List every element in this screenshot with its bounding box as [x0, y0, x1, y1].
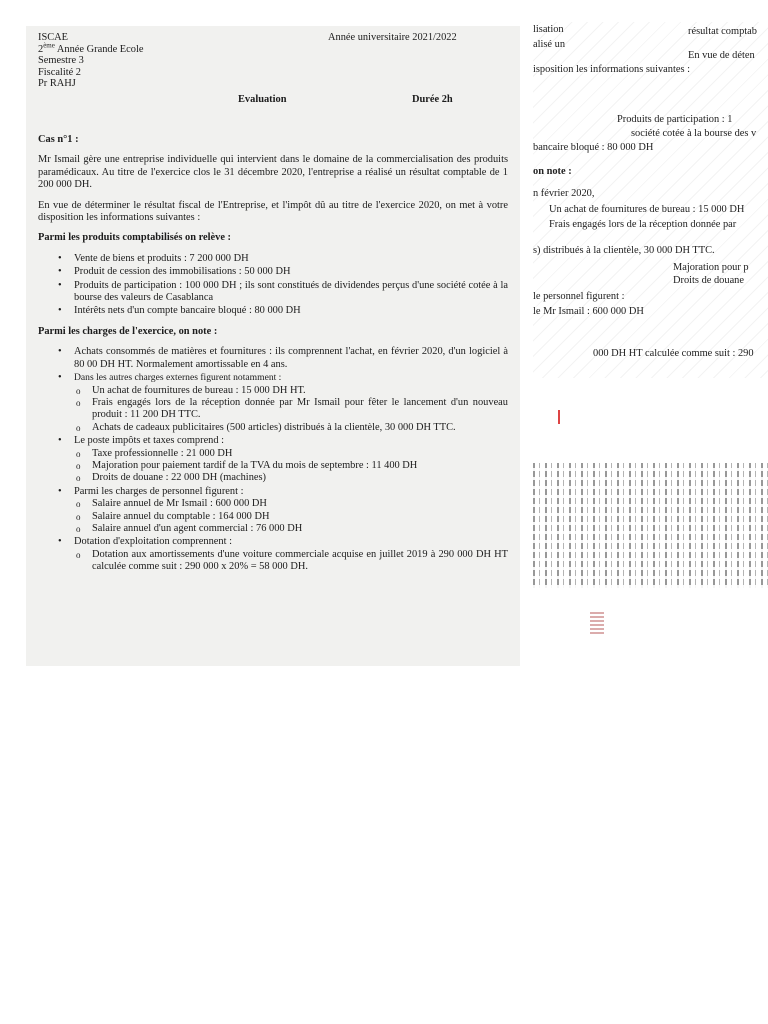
- charges-list: [38, 346, 508, 573]
- depreciation-title: • Dotation d'exploitation comprennent :: [74, 536, 232, 548]
- fragment-text: Frais engagés lors de la réception donnée par: [549, 219, 737, 230]
- list-item: • Achats consommés de matières et fournitures : ils comprennent l'achat, en février 2020, d'un logiciel à 80 00 DH HT. Normalement amortissable en 4 ans.: [38, 346, 508, 371]
- scan-noise-overlay: [533, 463, 768, 588]
- list-item: o Un achat de fournitures de bureau : 15 000 DH HT.: [74, 385, 508, 397]
- scan-artifact-fragment: [533, 22, 768, 378]
- charges-title: Parmi les charges de l'exercice, on note :: [38, 325, 218, 337]
- fragment-text: le Mr Ismail : 600 000 DH: [533, 306, 644, 317]
- exam-title-row: [38, 94, 508, 134]
- list-item: o Salaire annuel du comptable : 164 000 DH: [74, 511, 508, 523]
- list-item: o Majoration pour paiement tardif de la TVA du mois de septembre : 11 400 DH: [74, 460, 508, 472]
- school-name: ISCAE: [38, 32, 69, 43]
- case-intro: Mr Ismail gère une entreprise individuelle qui intervient dans le domaine de la commercialisation des produits paramédicaux. Au titre de l'exercice clos le 31 décembre 2020, l'entreprise a réalisé un résultat comptable de 1 200 000 DH.: [38, 154, 508, 191]
- fragment-text: En vue de déten: [688, 50, 755, 61]
- external-charges-list: [74, 385, 508, 435]
- list-item: o Dotation aux amortissements d'une voiture commerciale acquise en juillet 2019 à 290 000 DH HT calculée comme suit : 290 000 x 20% = 58 000 DH.: [74, 549, 508, 574]
- fragment-text: s) distribués à la clientèle, 30 000 DH TTC.: [533, 245, 715, 256]
- products-title: Parmi les produits comptabilisés on relève :: [38, 232, 231, 244]
- list-item: [38, 486, 508, 536]
- personnel-title: • Parmi les charges de personnel figurent :: [74, 485, 244, 497]
- exam-duration: Durée 2h: [412, 94, 453, 105]
- fragment-text: Produits de participation : 1: [617, 114, 733, 125]
- list-item: • Produits de participation : 100 000 DH ; ils sont constitués de dividendes perçus d'une société cotée à la bourse des valeurs de Casablanca: [38, 280, 508, 305]
- header-left-block: [38, 32, 143, 90]
- case-task: En vue de déterminer le résultat fiscal de l'Entreprise, et l'impôt dû au titre de l'exercice 2020, on met à votre disposition les informations suivantes :: [38, 199, 508, 224]
- list-item: o Achats de cadeaux publicitaires (500 articles) distribués à la clientèle, 30 000 DH TTC.: [74, 422, 508, 434]
- exam-title: Evaluation: [238, 94, 287, 105]
- fragment-text: n février 2020,: [533, 188, 595, 199]
- taxes-title: • Le poste impôts et taxes comprend :: [74, 435, 225, 447]
- fragment-text: lisation: [533, 24, 564, 35]
- academic-year: Année universitaire 2021/2022: [328, 32, 457, 43]
- fragment-text: isposition les informations suivantes :: [533, 64, 691, 75]
- external-charges-title: • Dans les autres charges externes figurent notamment :: [74, 372, 282, 384]
- fragment-text: 000 DH HT calculée comme suit : 290: [593, 348, 754, 359]
- products-list: [38, 253, 508, 318]
- professor: Pr RAHJ: [38, 78, 76, 90]
- fragment-text: Un achat de fournitures de bureau : 15 000 DH: [549, 204, 745, 215]
- list-item: • Produit de cession des immobilisations : 50 000 DH: [38, 266, 508, 278]
- list-item: [38, 435, 508, 485]
- exam-header: [38, 32, 508, 94]
- fragment-text: alisé un: [533, 39, 566, 50]
- fragment-text: société cotée à la bourse des v: [631, 128, 757, 139]
- personnel-list: [74, 498, 508, 535]
- fragment-text: bancaire bloqué : 80 000 DH: [533, 142, 654, 153]
- taxes-list: [74, 448, 508, 485]
- list-item: o Frais engagés lors de la réception donnée par Mr Ismail pour fêter le lancement d'un nouveau produit : 11 200 DH TTC.: [74, 397, 508, 422]
- list-item: o Taxe professionnelle : 21 000 DH: [74, 448, 508, 460]
- scan-mark: [558, 410, 560, 424]
- case-title: Cas n°1 :: [38, 134, 79, 145]
- fragment-text: on note :: [533, 166, 572, 177]
- list-item: o Salaire annuel d'un agent commercial : 76 000 DH: [74, 523, 508, 535]
- fragment-text: résultat comptab: [688, 26, 757, 37]
- depreciation-list: [74, 549, 508, 574]
- fragment-text: le personnel figurent :: [533, 291, 625, 302]
- list-item: o Droits de douane : 22 000 DH (machines): [74, 472, 508, 484]
- level-line: 2ème Année Grande Ecole: [38, 41, 144, 55]
- list-item: • Intérêts nets d'un compte bancaire bloqué : 80 000 DH: [38, 305, 508, 317]
- fragment-text: Droits de douane: [673, 275, 744, 286]
- list-item: • Vente de biens et produits : 7 200 000 DH: [38, 253, 508, 265]
- scan-blot: [590, 612, 604, 636]
- semester: Semestre 3: [38, 55, 84, 67]
- list-item: [38, 536, 508, 573]
- fragment-text: Majoration pour p: [673, 262, 749, 273]
- scanned-exam-page: [26, 26, 520, 666]
- list-item: o Salaire annuel de Mr Ismail : 600 000 DH: [74, 498, 508, 510]
- course-name: Fiscalité 2: [38, 66, 81, 78]
- list-item: [38, 372, 508, 434]
